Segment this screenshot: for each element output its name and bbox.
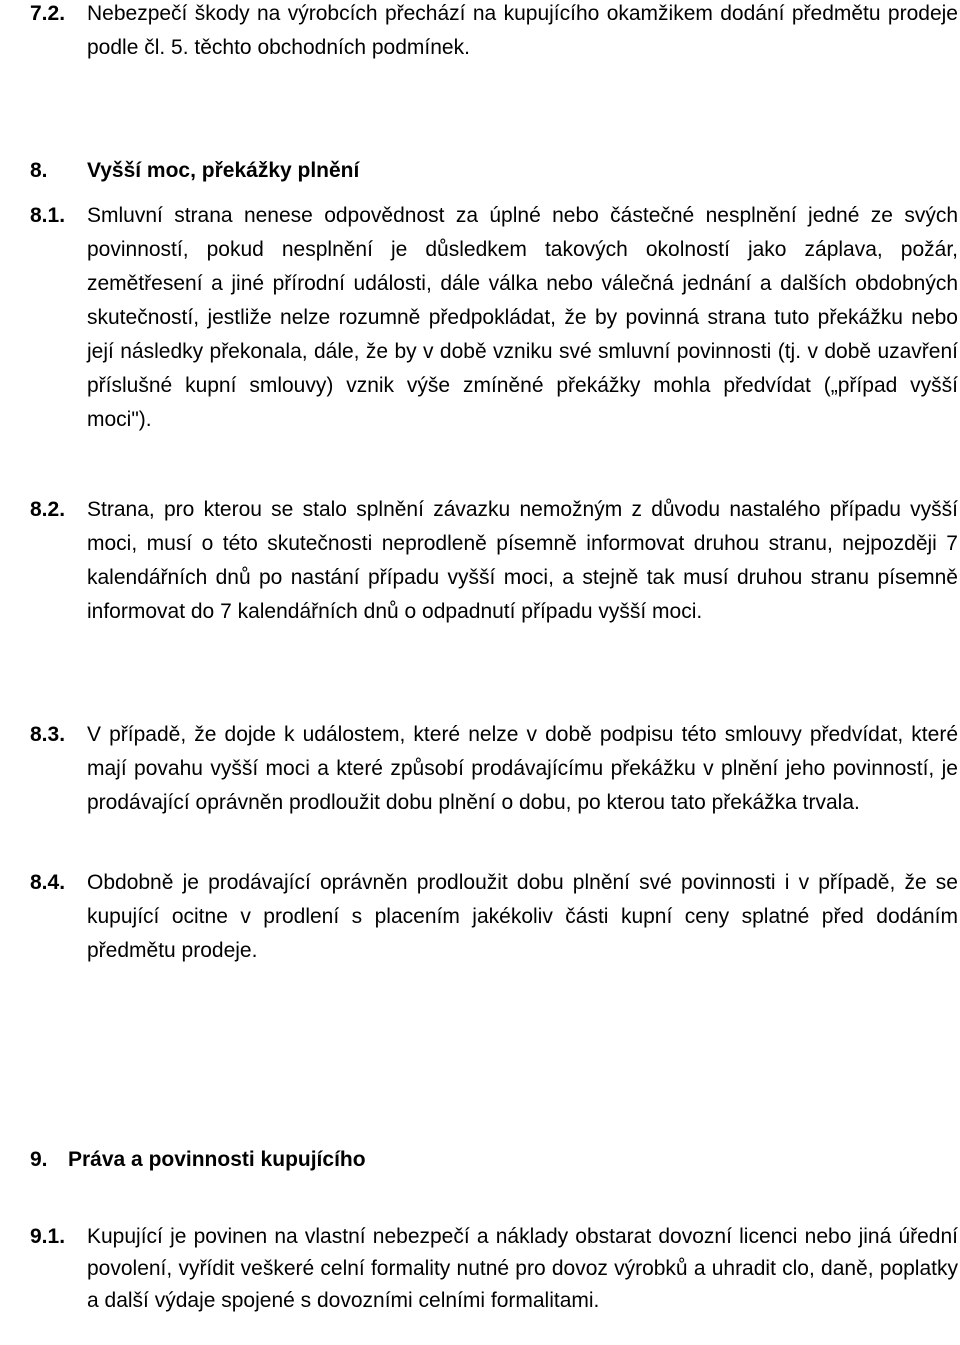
- clause-number: 7.2.: [30, 2, 66, 25]
- section-title: Vyšší moc, překážky plnění: [87, 159, 360, 182]
- clause-8-4: [30, 866, 958, 968]
- clause-text: Obdobně je prodávající oprávněn prodloužit dobu plnění své povinnosti i v případě, že se kupující ocitne v prodlení s placením jakékoliv části kupní ceny splatné před dodáním předmětu prodeje.: [87, 871, 958, 962]
- clause-9-1: [30, 1221, 958, 1317]
- clause-8-1: [30, 199, 958, 437]
- section-heading-8: [30, 154, 359, 188]
- clause-text: Nebezpečí škody na výrobcích přechází na kupujícího okamžikem dodání předmětu prodeje podle čl. 5. těchto obchodních podmínek.: [87, 2, 958, 59]
- clause-number: 8.1.: [30, 204, 66, 227]
- clause-8-3: [30, 718, 958, 820]
- section-number: 8.: [30, 159, 48, 182]
- clause-text: Strana, pro kterou se stalo splnění závazku nemožným z důvodu nastalého případu vyšší moci, musí o této skutečnosti neprodleně písemně informovat druhou stranu, nejpozději 7 kalendářních dnů po nastání případu vyšší moci, a stejně tak musí druhou stranu písemně informovat do 7 kalendářních dnů o odpadnutí případu vyšší moci.: [87, 498, 958, 623]
- section-number: 9.: [30, 1148, 48, 1171]
- clause-number: 8.3.: [30, 723, 66, 746]
- section-heading-9: [30, 1143, 366, 1177]
- clause-number: 9.1.: [30, 1225, 66, 1248]
- clause-7-2: [30, 0, 958, 65]
- clause-number: 8.2.: [30, 498, 66, 521]
- section-title: Práva a povinnosti kupujícího: [68, 1148, 366, 1171]
- clause-text: Kupující je povinen na vlastní nebezpečí a náklady obstarat dovozní licenci nebo jiná úřední povolení, vyřídit veškeré celní formality nutné pro dovoz výrobků a uhradit clo, daně, poplatky a další výdaje spojené s dovozními celními formalitami.: [87, 1225, 958, 1312]
- clause-text: Smluvní strana nenese odpovědnost za úplné nebo částečné nesplnění jedné ze svých povinností, pokud nesplnění je důsledkem takových okolností jako záplava, požár, zemětřesení a jiné přírodní události, dále válka nebo válečná jednání a dalších obdobných skutečností, jestliže nelze rozumně předpokládat, že by povinná strana tuto překážku nebo její následky překonala, dále, že by v době vzniku své smluvní povinnosti (tj. v době uzavření příslušné kupní smlouvy) vznik výše zmíněné překážky mohla předvídat („případ vyšší moci").: [87, 204, 958, 431]
- clause-8-2: [30, 493, 958, 629]
- clause-number: 8.4.: [30, 871, 66, 894]
- clause-text: V případě, že dojde k událostem, které nelze v době podpisu této smlouvy předvídat, které mají povahu vyšší moci a které způsobí prodávajícímu překážku v plnění jeho povinností, je prodávající oprávněn prodloužit dobu plnění o dobu, po kterou tato překážka trvala.: [87, 723, 958, 814]
